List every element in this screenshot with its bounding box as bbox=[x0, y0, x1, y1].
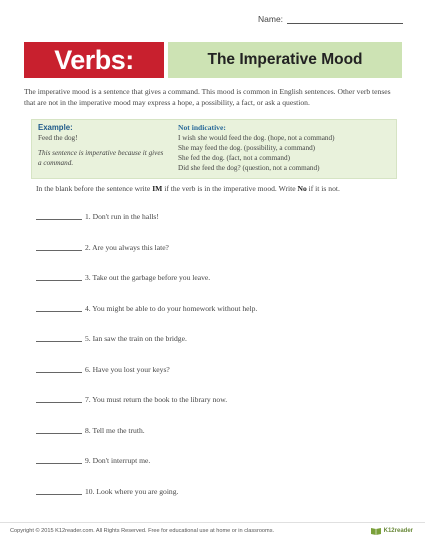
exercise-list bbox=[36, 212, 406, 517]
instruction-no: No bbox=[297, 184, 307, 193]
example-heading: Example: bbox=[38, 123, 73, 132]
exercise-sentence: 5. Ian saw the train on the bridge. bbox=[85, 334, 187, 343]
answer-blank[interactable] bbox=[36, 212, 82, 220]
answer-blank[interactable] bbox=[36, 243, 82, 251]
not-indicative-item: I wish she would feed the dog. (hope, not a command) bbox=[178, 134, 335, 142]
not-indicative-item: Did she feed the dog? (question, not a command) bbox=[178, 164, 320, 172]
exercise-item bbox=[36, 426, 406, 457]
answer-blank[interactable] bbox=[36, 365, 82, 373]
exercise-item bbox=[36, 487, 406, 518]
exercise-item bbox=[36, 243, 406, 274]
exercise-sentence: 3. Take out the garbage before you leave. bbox=[85, 273, 211, 282]
instruction-text: In the blank before the sentence write bbox=[36, 184, 153, 193]
exercise-sentence: 9. Don't interrupt me. bbox=[85, 456, 151, 465]
not-indicative-item: She fed the dog. (fact, not a command) bbox=[178, 154, 290, 162]
exercise-item bbox=[36, 395, 406, 426]
not-indicative-heading: Not indicative: bbox=[178, 123, 226, 132]
answer-blank[interactable] bbox=[36, 334, 82, 342]
exercise-item bbox=[36, 273, 406, 304]
instruction-im: IM bbox=[152, 184, 163, 193]
k12reader-logo bbox=[370, 526, 413, 535]
name-label: Name: bbox=[258, 14, 284, 24]
example-sentence: Feed the dog! bbox=[38, 134, 78, 142]
answer-blank[interactable] bbox=[36, 487, 82, 495]
instruction-text: if it is not. bbox=[306, 184, 340, 193]
book-icon bbox=[370, 526, 382, 535]
answer-blank[interactable] bbox=[36, 304, 82, 312]
exercise-sentence: 1. Don't run in the halls! bbox=[85, 212, 159, 221]
logo-text: K12reader bbox=[383, 527, 413, 534]
answer-blank[interactable] bbox=[36, 395, 82, 403]
example-box bbox=[31, 119, 397, 179]
worksheet-title: The Imperative Mood bbox=[168, 42, 402, 78]
example-note: This sentence is imperative because it gives a command. bbox=[38, 149, 164, 167]
page-footer bbox=[0, 522, 425, 551]
answer-blank[interactable] bbox=[36, 426, 82, 434]
verbs-banner: Verbs: bbox=[24, 42, 164, 78]
example-column bbox=[32, 120, 164, 178]
name-blank-line[interactable] bbox=[287, 14, 403, 24]
exercise-item bbox=[36, 304, 406, 335]
exercise-item bbox=[36, 365, 406, 396]
intro-paragraph: The imperative mood is a sentence that gives a command. This mood is common in English sentences. Other verb tenses that are not in the imperative mood may express a hope, a possibility, a fact, or ask a question. bbox=[24, 87, 391, 107]
instruction-text: if the verb is in the imperative mood. Write bbox=[162, 184, 298, 193]
exercise-sentence: 10. Look where you are going. bbox=[85, 486, 179, 496]
exercise-sentence: 4. You might be able to do your homework without help. bbox=[85, 303, 258, 313]
exercise-item bbox=[36, 456, 406, 487]
not-indicative-item: She may feed the dog. (possibility, a command) bbox=[178, 144, 316, 152]
not-indicative-column bbox=[164, 120, 396, 178]
exercise-item bbox=[36, 212, 406, 243]
worksheet-header bbox=[24, 42, 402, 78]
exercise-sentence: 2. Are you always this late? bbox=[85, 242, 169, 252]
answer-blank[interactable] bbox=[36, 456, 82, 464]
exercise-item bbox=[36, 334, 406, 365]
exercise-sentence: 6. Have you lost your keys? bbox=[85, 364, 170, 374]
copyright-text: Copyright © 2015 K12reader.com. All Rights Reserved. Free for educational use at home or in classrooms. bbox=[10, 528, 275, 534]
name-field[interactable] bbox=[258, 14, 403, 24]
instructions bbox=[36, 184, 406, 193]
answer-blank[interactable] bbox=[36, 273, 82, 281]
exercise-sentence: 8. Tell me the truth. bbox=[85, 425, 145, 435]
exercise-sentence: 7. You must return the book to the library now. bbox=[85, 395, 228, 404]
